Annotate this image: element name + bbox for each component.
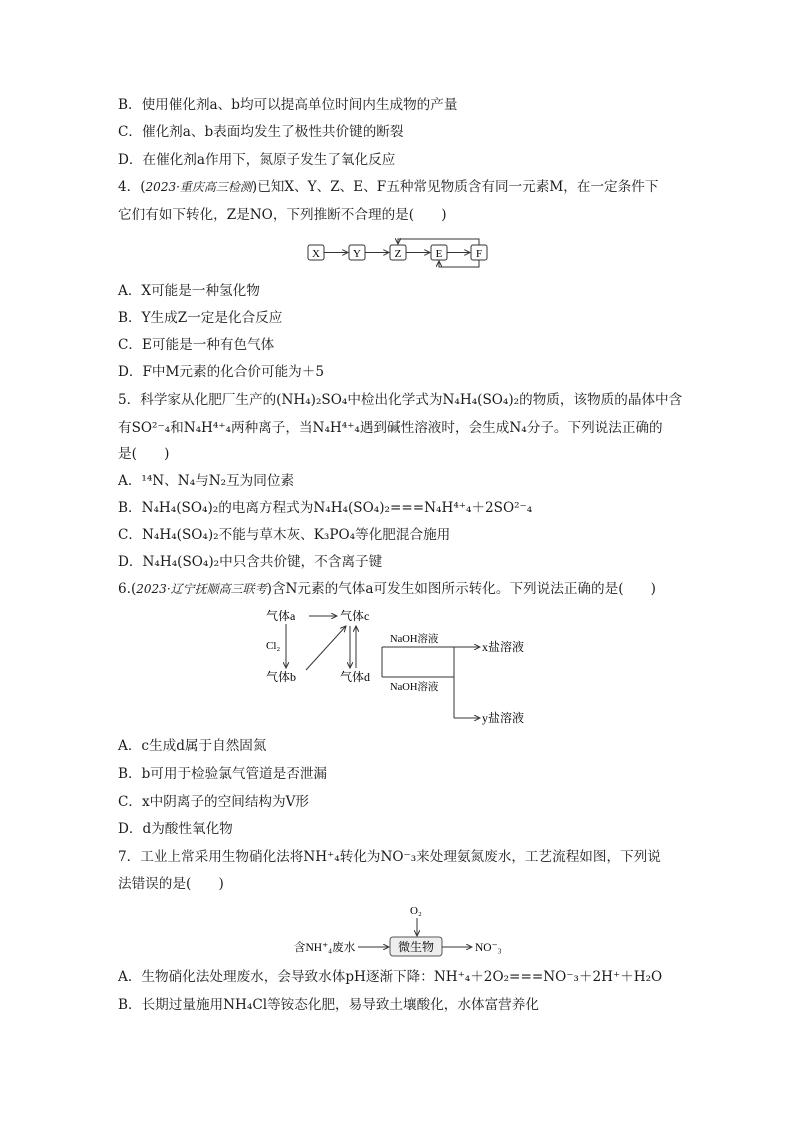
question-5-stem-line3: 是( ) xyxy=(118,446,170,462)
option-6c: C．x中阴离子的空间结构为V形 xyxy=(118,794,310,810)
option-4c: C．E可能是一种有色气体 xyxy=(118,337,275,353)
option-4a: A．X可能是一种氢化物 xyxy=(118,283,260,299)
microbe-label: 微生物 xyxy=(397,940,435,954)
question-4-stem: 4．(2023·重庆高三检测)已知X、Y、Z、E、F五种常见物质含有同一元素M，在一定条件下 xyxy=(118,179,659,195)
question-7-stem: 7．工业上常采用生物硝化法将NH⁺₄转化为NO⁻₃来处理氨氮废水，工艺流程如图，下列说 xyxy=(118,849,661,865)
question-7-stem-line2: 法错误的是( ) xyxy=(118,876,224,892)
option-6d: D．d为酸性氧化物 xyxy=(118,821,233,837)
option-1d: D．在催化剂a作用下，氮原子发生了氧化反应 xyxy=(118,152,396,168)
node-z: Z xyxy=(394,248,402,260)
naoh-label-1: NaOH溶液 xyxy=(390,634,439,645)
question-5-stem: 5．科学家从化肥厂生产的(NH₄)₂SO₄中检出化学式为N₄H₄(SO₄)₂的物质，该物质的晶体中含 xyxy=(118,392,683,408)
naoh-label-2: NaOH溶液 xyxy=(390,682,439,693)
diagram-4 xyxy=(300,237,500,273)
option-5b: B．N₄H₄(SO₄)₂的电离方程式为N₄H₄(SO₄)₂===N₄H⁴⁺₄＋2SO²⁻₄ xyxy=(118,500,533,516)
input-label: 含NH⁺₄废水 xyxy=(294,942,356,954)
option-4b: B．Y生成Z一定是化合反应 xyxy=(118,310,283,326)
option-5c: C．N₄H₄(SO₄)₂不能与草木灰、K₃PO₄等化肥混合施用 xyxy=(118,527,451,543)
option-5a: A．¹⁴N、N₄与N₂互为同位素 xyxy=(118,473,295,489)
option-1b: B．使用催化剂a、b均可以提高单位时间内生成物的产量 xyxy=(118,97,458,113)
question-6-source: 2023·辽宁抚顺高三联考 xyxy=(136,582,267,596)
node-f: F xyxy=(475,248,483,260)
gas-a: 气体a xyxy=(266,609,296,623)
o2-label: O₂ xyxy=(410,905,422,917)
option-6a: A．c生成d属于自然固氮 xyxy=(118,738,267,754)
node-e: E xyxy=(435,248,443,260)
option-7a: A．生物硝化法处理废水，会导致水体pH逐渐下降：NH⁺₄＋2O₂===NO⁻₃＋2H⁺＋H₂O xyxy=(118,969,663,985)
gas-b: 气体b xyxy=(266,670,297,684)
cl2-label: Cl₂ xyxy=(266,640,281,652)
output-label: NO⁻₃ xyxy=(475,942,502,954)
diagram-7 xyxy=(290,898,510,960)
option-4d: D．F中M元素的化合价可能为＋5 xyxy=(118,364,325,380)
gas-c: 气体c xyxy=(340,609,370,623)
option-5d: D．N₄H₄(SO₄)₂中只含共价键，不含离子键 xyxy=(118,554,383,570)
node-x: X xyxy=(312,248,320,260)
question-5-stem-line2: 有SO²⁻₄和N₄H⁴⁺₄两种离子，当N₄H⁴⁺₄遇到碱性溶液时，会生成N₄分子。下列说法正确的 xyxy=(118,420,663,436)
option-1c: C．催化剂a、b表面均发生了极性共价键的断裂 xyxy=(118,124,404,140)
y-salt: y盐溶液 xyxy=(482,711,525,725)
diagram-6 xyxy=(262,604,542,728)
gas-d: 气体d xyxy=(340,670,371,684)
option-7b: B．长期过量施用NH₄Cl等铵态化肥，易导致土壤酸化，水体富营养化 xyxy=(118,997,539,1013)
question-4-source: 2023·重庆高三检测 xyxy=(145,180,252,194)
x-salt: x盐溶液 xyxy=(482,640,525,654)
question-6-stem: 6.(2023·辽宁抚顺高三联考)含N元素的气体a可发生如图所示转化。下列说法正确的是( ) xyxy=(118,581,656,597)
question-4-stem-line2: 它们有如下转化，Z是NO，下列推断不合理的是( ) xyxy=(118,207,447,223)
node-y: Y xyxy=(353,248,361,260)
option-6b: B．b可用于检验氯气管道是否泄漏 xyxy=(118,766,328,782)
